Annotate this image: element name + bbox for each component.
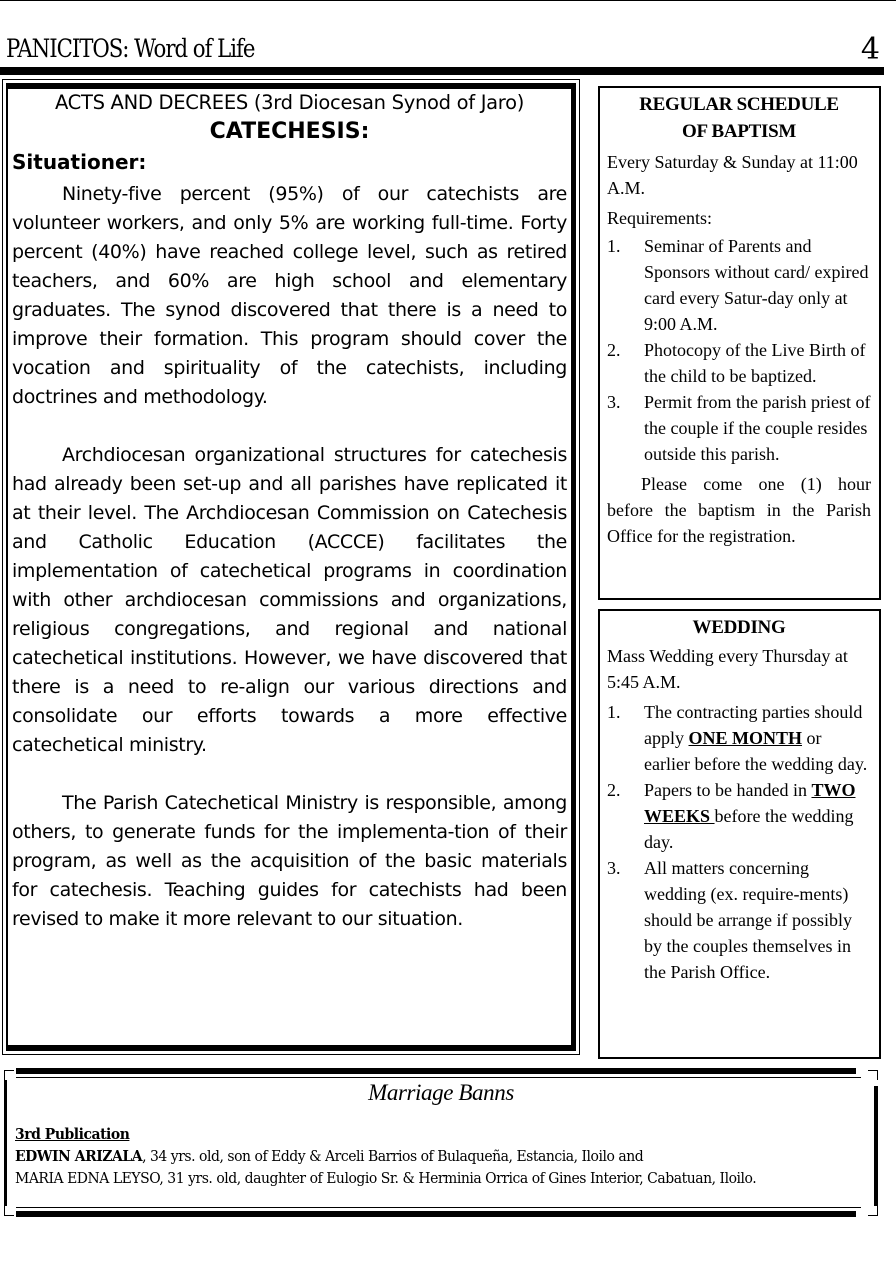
- wedding-box: [598, 609, 881, 1059]
- masthead: [6, 34, 882, 68]
- item-text-after: before the wedding day.: [644, 806, 854, 852]
- frame-corner: [868, 1206, 878, 1216]
- item-number: 3.: [607, 392, 621, 412]
- groom-details: , 34 yrs. old, son of Eddy & Arceli Barrios of Bulaqueña, Estancia, Iloilo and: [142, 1147, 644, 1165]
- baptism-note: Please come one (1) hour before the baptism in the Parish Office for the registration.: [607, 474, 871, 546]
- wedding-item: [607, 855, 871, 985]
- item-emphasis: ONE MONTH: [688, 728, 803, 748]
- item-text: All matters concerning wedding (ex. require-ments) should be arrange if possibly by the couples themselves in the Parish Office.: [644, 858, 852, 982]
- requirements-label: Requirements:: [607, 208, 712, 228]
- item-text: The contracting parties should apply: [644, 702, 863, 748]
- marriage-banns-box: [4, 1068, 878, 1218]
- groom-name: EDWIN ARIZALA: [15, 1147, 143, 1165]
- article-paragraph: Archdiocesan organizational structures for catechesis had already been set-up and all parishes have replicated it at their level. The Archdiocesan Commission on Catechesis and Catholic Education (ACCCE) facilitates the implementation of catechetical programs in coordination with other archdiocesan commissions and organizations, religious congregations, and regional and national catechetical institutions. However, we have discovered that there is a need to re-align our various directions and consolidate our efforts towards a more effective catechetical ministry.: [12, 444, 567, 756]
- frame-corner: [4, 1206, 14, 1216]
- frame-corner: [868, 1070, 878, 1080]
- item-text: Papers to be handed in: [644, 780, 812, 800]
- bride-name: MARIA EDNA LEYSO: [15, 1169, 160, 1187]
- item-number: 3.: [607, 858, 621, 878]
- newsletter-title: PANICITOS: Word of Life: [6, 34, 255, 63]
- article-subheading: Situationer:: [12, 150, 147, 174]
- frame-bar: [16, 1068, 856, 1074]
- article-paragraph: The Parish Catechetical Ministry is responsible, among others, to generate funds for the implementa-tion of their program, as well as the acquisition of the basic materials for catechesis. Teaching guides for catechists had been revised to make it more relevant to our situation.: [12, 792, 567, 930]
- baptism-schedule: Every Saturday & Sunday at 11:00 A.M.: [607, 152, 858, 198]
- banns-body: [15, 1123, 875, 1189]
- frame-line: [16, 1077, 861, 1078]
- masthead-rule: [0, 67, 884, 75]
- item-text: Photocopy of the Live Birth of the child to be baptized.: [644, 340, 866, 386]
- frame-line: [16, 1207, 861, 1208]
- article-paragraph: Ninety-five percent (95%) of our catechists are volunteer workers, and only 5% are working full-time. Forty percent (40%) have reached college level, such as retired teachers, and 60% are high school and elementary graduates. The synod discovered that there is a need to improve their formation. This program should cover the vocation and spirituality of the catechists, including doctrines and methodology.: [12, 183, 567, 408]
- wedding-item: [607, 699, 871, 777]
- baptism-title-line2: OF BAPTISM: [682, 121, 796, 142]
- item-text-after: or earlier before the wedding day.: [644, 728, 868, 774]
- baptism-requirements-list: [607, 233, 871, 467]
- item-number: 1.: [607, 236, 621, 256]
- wedding-title: WEDDING: [692, 617, 786, 638]
- wedding-item: [607, 777, 871, 855]
- catechesis-article: [12, 88, 567, 963]
- baptism-schedule-box: [598, 86, 881, 600]
- page-number: 4: [860, 32, 880, 67]
- article-heading: ACTS AND DECREES (3rd Diocesan Synod of Jaro): [54, 91, 525, 114]
- item-emphasis: TWO WEEKS: [644, 780, 856, 826]
- item-number: 1.: [607, 702, 621, 722]
- requirement-item: [607, 233, 871, 337]
- frame-corner: [4, 1070, 14, 1080]
- publication-label: 3rd Publication: [15, 1125, 130, 1143]
- requirement-item: [607, 389, 871, 467]
- item-number: 2.: [607, 780, 621, 800]
- page-top-rule: [0, 0, 896, 1]
- frame-bar: [16, 1211, 856, 1217]
- banns-title: Marriage Banns: [368, 1080, 514, 1105]
- item-number: 2.: [607, 340, 621, 360]
- baptism-title-line1: REGULAR SCHEDULE: [639, 94, 839, 115]
- item-text: Seminar of Parents and Sponsors without card/ expired card every Satur-day only at 9:00 A.M.: [644, 236, 869, 334]
- requirement-item: [607, 337, 871, 389]
- baptism-title: [607, 91, 871, 145]
- wedding-requirements-list: [607, 699, 871, 985]
- article-title: CATECHESIS:: [209, 119, 370, 144]
- wedding-schedule: Mass Wedding every Thursday at 5:45 A.M.: [607, 646, 848, 692]
- bride-details: , 31 yrs. old, daughter of Eulogio Sr. & Herminia Orrica of Gines Interior, Cabatuan, Iloilo.: [159, 1169, 757, 1187]
- item-text: Permit from the parish priest of the couple if the couple resides outside this parish.: [644, 392, 871, 464]
